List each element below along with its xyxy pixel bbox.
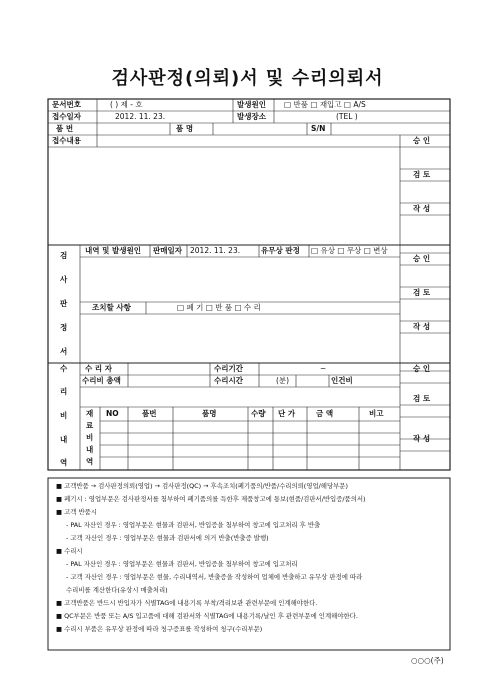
approve-label-2: 승 인 [413, 254, 431, 263]
contents-label: 접수내용 [52, 136, 81, 145]
col-header-remarks: 비고 [369, 409, 384, 418]
inspection-side-char: 정 [60, 323, 68, 332]
col-header-part-no: 품번 [142, 409, 157, 418]
part-no-label: 품 번 [56, 124, 74, 133]
repair-side-char: 리 [60, 387, 68, 396]
col-header-qty: 수량 [251, 409, 266, 418]
review-label-2: 검 토 [413, 288, 431, 297]
col-header-part-name: 품명 [202, 409, 217, 418]
repair-side-char: 역 [60, 458, 68, 467]
material-char: 역 [86, 457, 94, 466]
time-label: 수리시간 [214, 376, 243, 385]
desc-label: 내역 및 발생원인 [85, 246, 141, 255]
doc-no-label: 문서번호 [52, 100, 81, 109]
inspection-side-char: 검 [60, 251, 68, 260]
received-label: 접수일자 [52, 112, 81, 121]
col-header-amount: 금 액 [316, 409, 334, 418]
action-label: 조치할 사항 [92, 303, 131, 312]
review-label-1: 검 토 [413, 170, 431, 179]
review-label-3: 검 토 [413, 394, 431, 403]
note-line: ■ 수리시 부품은 유무상 판정에 따라 청구증표를 작성하여 청구(수리부문) [56, 625, 263, 633]
approve-label-1: 승 인 [413, 136, 431, 145]
note-line: ■ QC부문은 반품 또는 A/S 입고품에 대해 검판서와 식별TAG에 내용기록/날인 후 관련부문에 인계해야한다. [56, 612, 358, 620]
inspection-side-char: 판 [60, 299, 68, 308]
workers-label: 인건비 [331, 376, 353, 385]
repair-side-char: 내 [60, 435, 68, 444]
judge-date-label: 판매일자 [153, 246, 182, 255]
part-name-label: 품 명 [176, 124, 194, 133]
place-value: (TEL ) [336, 112, 358, 121]
note-line: - PAL 자산인 경우 : 영업부문은 현물과 검판서, 반입증을 첨부하여 창고에 입고처리 [66, 560, 298, 568]
approve-label-3: 승 인 [413, 364, 431, 373]
time-value: (분) [276, 376, 290, 385]
total-label: 수리비 총액 [82, 376, 121, 385]
material-char: 재 [86, 409, 94, 418]
period-label: 수리기간 [214, 364, 243, 373]
col-header-no: NO [106, 409, 119, 418]
note-line: - PAL 자산인 경우 : 영업부문은 현물과 검판서, 반입증을 첨부하여 창고에 입고처리 후 반출 [66, 521, 321, 529]
note-line: - 고객 자산인 경우 : 영업부문은 현물과 검판서에 의거 반출(반출증 발행) [66, 534, 269, 542]
repairer-label: 수 리 자 [85, 364, 112, 373]
col-header-unit-price: 단 가 [278, 409, 296, 418]
repair-side-char: 수 [60, 364, 68, 373]
inspection-side-char: 사 [60, 275, 68, 284]
origin-options: □ 반품 □ 재입고 □ A/S [284, 100, 366, 109]
action-options: □ 폐 기 □ 반 품 □ 수 리 [177, 303, 261, 312]
received-value: 2012. 11. 23. [115, 112, 166, 121]
note-line: 수리비를 계산한다(유상시 매출처리) [66, 586, 168, 594]
note-line: ■ 폐기시 : 영업부문은 검사판정서를 첨부하여 폐기품의를 득한후 제품창고에 통보(현품/검판서/반입증/품의서) [56, 495, 366, 503]
write-label-1: 작 성 [413, 204, 431, 213]
fee-options: □ 유상 □ 무상 □ 변상 [311, 246, 388, 255]
doc-no-value: ( ) 제 - 호 [110, 100, 143, 109]
origin-label: 발생원인 [237, 100, 266, 109]
repair-side-char: 비 [60, 411, 68, 420]
place-label: 발생장소 [237, 112, 266, 121]
material-char: 내 [86, 445, 94, 454]
sn-label: S/N [311, 124, 326, 133]
note-line: ■ 고객반품은 반드시 반입자가 식별TAG에 내용기록 부착/격리보관 관련부문에 인계해야한다. [56, 599, 318, 607]
page-title: 검사판정(의뢰)서 및 수리의뢰서 [111, 68, 384, 89]
company-name: ○○○(주) [411, 656, 444, 665]
write-label-2: 작 성 [413, 322, 431, 331]
note-line: ■ 고객반품 → 검사판정의뢰(영업) → 검사판정(QC) → 후속조치(폐기품의/반품/수리의뢰(영업/해당부문) [56, 482, 348, 490]
write-label-3: 작 성 [413, 434, 431, 443]
material-char: 비 [86, 433, 94, 442]
note-line: ■ 수리시 [56, 547, 83, 555]
note-line: ■ 고객 반품시 [56, 508, 97, 516]
inspection-side-char: 서 [60, 347, 68, 356]
judge-date-value: 2012. 11. 23. [190, 246, 241, 255]
period-value: ~ [320, 364, 327, 373]
material-char: 료 [86, 421, 94, 430]
fee-label: 유무상 판정 [261, 246, 300, 255]
note-line: - 고객 자산인 경우 : 영업부문은 현물, 수리내역서, 반출증을 작성하여 업체에 반출하고 유무상 판정에 따라 [66, 573, 363, 581]
